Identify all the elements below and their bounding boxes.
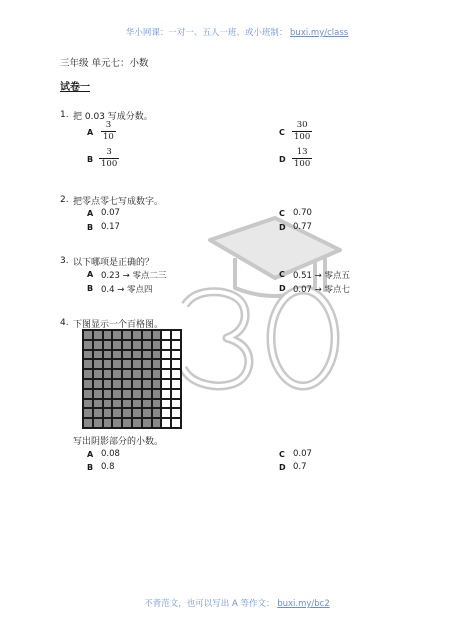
- q1-d-denominator: 100: [294, 159, 311, 169]
- grid-cell-shaded: [132, 379, 142, 389]
- grid-cell-shaded: [112, 330, 122, 340]
- grid-cell-shaded: [103, 359, 113, 369]
- grid-cell: [161, 399, 171, 409]
- unit-subtitle: 三年级 单元七：小数: [60, 58, 149, 69]
- q4-option-a-letter[interactable]: A: [87, 450, 94, 459]
- grid-cell-shaded: [93, 399, 103, 409]
- grid-cell: [161, 369, 171, 379]
- grid-cell-shaded: [132, 389, 142, 399]
- grid-cell: [171, 418, 181, 428]
- page-header: [0, 26, 474, 38]
- grid-cell-shaded: [142, 379, 152, 389]
- grid-cell-shaded: [152, 379, 162, 389]
- grid-cell-shaded: [83, 408, 93, 418]
- grid-cell: [171, 369, 181, 379]
- grid-cell-shaded: [122, 418, 132, 428]
- grid-cell-shaded: [152, 408, 162, 418]
- grid-cell-shaded: [152, 350, 162, 360]
- grid-cell-shaded: [122, 359, 132, 369]
- grid-cell: [171, 408, 181, 418]
- paper-title: 试卷一: [60, 82, 90, 93]
- grid-cell-shaded: [112, 418, 122, 428]
- grid-cell-shaded: [122, 330, 132, 340]
- q4-option-d-value[interactable]: 0.7: [293, 462, 307, 472]
- grid-cell-shaded: [103, 369, 113, 379]
- question-2-number: 2.: [60, 195, 69, 205]
- grid-cell-shaded: [112, 408, 122, 418]
- grid-cell-shaded: [112, 389, 122, 399]
- q4-option-b-value[interactable]: 0.8: [101, 462, 115, 472]
- q1-a-numerator: 3: [105, 120, 112, 130]
- grid-cell-shaded: [132, 408, 142, 418]
- grid-cell-shaded: [112, 359, 122, 369]
- q1-option-c-fraction[interactable]: [292, 120, 312, 143]
- q3-option-c-value[interactable]: 0.51 → 零点五: [293, 271, 350, 281]
- grid-cell: [161, 408, 171, 418]
- grid-cell-shaded: [132, 369, 142, 379]
- grid-cell: [161, 359, 171, 369]
- grid-cell-shaded: [122, 389, 132, 399]
- grid-cell-shaded: [83, 418, 93, 428]
- graduation-cap-30-logo: [165, 200, 365, 400]
- grid-cell-shaded: [93, 379, 103, 389]
- q1-c-denominator: 100: [294, 132, 311, 142]
- q1-option-a-fraction[interactable]: [101, 120, 116, 143]
- grid-cell: [171, 340, 181, 350]
- q2-option-a-letter[interactable]: A: [87, 209, 94, 218]
- q3-option-c-letter[interactable]: C: [279, 270, 285, 279]
- q1-option-d-letter[interactable]: D: [279, 155, 286, 164]
- grid-cell-shaded: [142, 330, 152, 340]
- grid-cell-shaded: [93, 359, 103, 369]
- header-text: 华小网课：一对一、五人一班、或小班制：: [125, 28, 288, 38]
- q4-option-d-letter[interactable]: D: [279, 463, 286, 472]
- q1-c-numerator: 30: [296, 120, 308, 130]
- q2-option-b-letter[interactable]: B: [87, 223, 94, 232]
- question-4-number: 4.: [60, 318, 69, 328]
- grid-cell-shaded: [122, 340, 132, 350]
- question-1-number: 1.: [60, 110, 69, 120]
- q1-b-numerator: 3: [106, 147, 112, 157]
- grid-cell-shaded: [132, 399, 142, 409]
- header-link[interactable]: buxi.my/class: [290, 28, 349, 38]
- grid-cell-shaded: [122, 399, 132, 409]
- q1-option-a-letter[interactable]: A: [87, 128, 94, 137]
- grid-cell: [171, 350, 181, 360]
- grid-cell: [161, 330, 171, 340]
- grid-cell-shaded: [142, 408, 152, 418]
- grid-cell-shaded: [142, 369, 152, 379]
- grid-cell-shaded: [132, 330, 142, 340]
- grid-cell-shaded: [103, 379, 113, 389]
- grid-cell: [171, 389, 181, 399]
- grid-cell-shaded: [83, 340, 93, 350]
- grid-cell-shaded: [103, 399, 113, 409]
- grid-cell-shaded: [132, 418, 142, 428]
- grid-cell-shaded: [142, 359, 152, 369]
- grid-cell: [161, 418, 171, 428]
- footer-text: 不背范文，也可以写出 A 等作文：: [144, 599, 275, 609]
- grid-cell-shaded: [112, 369, 122, 379]
- grid-cell-shaded: [112, 399, 122, 409]
- q1-option-b-letter[interactable]: B: [87, 155, 94, 164]
- q4-option-a-value[interactable]: 0.08: [101, 449, 120, 459]
- grid-cell-shaded: [152, 330, 162, 340]
- q2-option-d-letter[interactable]: D: [279, 223, 286, 232]
- grid-cell-shaded: [83, 369, 93, 379]
- grid-cell: [161, 379, 171, 389]
- q4-option-c-letter[interactable]: C: [279, 450, 285, 459]
- grid-cell-shaded: [103, 408, 113, 418]
- q3-option-b-letter[interactable]: B: [87, 284, 94, 293]
- q2-option-c-letter[interactable]: C: [279, 209, 285, 218]
- grid-cell-shaded: [112, 350, 122, 360]
- grid-cell-shaded: [112, 379, 122, 389]
- grid-cell-shaded: [142, 418, 152, 428]
- grid-cell-shaded: [83, 330, 93, 340]
- grid-cell-shaded: [83, 399, 93, 409]
- grid-cell-shaded: [122, 350, 132, 360]
- q2-option-a-value[interactable]: 0.07: [101, 208, 120, 218]
- grid-cell: [171, 399, 181, 409]
- q1-option-b-fraction[interactable]: [99, 147, 119, 170]
- grid-cell-shaded: [132, 340, 142, 350]
- grid-cell-shaded: [142, 389, 152, 399]
- question-3-number: 3.: [60, 256, 69, 266]
- q1-a-denominator: 10: [103, 132, 114, 142]
- grid-cell-shaded: [152, 389, 162, 399]
- grid-cell-shaded: [142, 399, 152, 409]
- q2-option-d-value[interactable]: 0.77: [293, 222, 312, 232]
- grid-cell-shaded: [132, 359, 142, 369]
- grid-cell-shaded: [83, 389, 93, 399]
- q3-option-d-value[interactable]: 0.07 → 零点七: [293, 285, 350, 295]
- grid-cell-shaded: [152, 369, 162, 379]
- grid-cell-shaded: [142, 340, 152, 350]
- grid-cell-shaded: [132, 350, 142, 360]
- q2-option-b-value[interactable]: 0.17: [101, 222, 120, 232]
- q1-d-numerator: 13: [296, 147, 308, 157]
- q4-option-b-letter[interactable]: B: [87, 463, 94, 472]
- grid-cell-shaded: [122, 379, 132, 389]
- grid-cell-shaded: [103, 330, 113, 340]
- q3-option-d-letter[interactable]: D: [279, 284, 286, 293]
- grid-cell: [171, 359, 181, 369]
- grid-cell-shaded: [93, 350, 103, 360]
- page-footer: [0, 597, 474, 609]
- grid-cell-shaded: [122, 369, 132, 379]
- grid-cell-shaded: [122, 408, 132, 418]
- grid-cell-shaded: [103, 340, 113, 350]
- grid-cell-shaded: [93, 418, 103, 428]
- grid-cell-shaded: [83, 359, 93, 369]
- q3-option-a-value[interactable]: 0.23 → 零点二三: [101, 271, 167, 281]
- grid-cell-shaded: [112, 340, 122, 350]
- grid-cell-shaded: [93, 389, 103, 399]
- question-1-text: 把 0.03 写成分数。: [73, 112, 153, 122]
- grid-cell-shaded: [142, 350, 152, 360]
- grid-cell-shaded: [103, 418, 113, 428]
- grid-cell-shaded: [152, 399, 162, 409]
- grid-cell-shaded: [93, 369, 103, 379]
- grid-cell-shaded: [103, 350, 113, 360]
- grid-cell-shaded: [83, 379, 93, 389]
- question-4-text: 下图显示一个百格图。: [73, 320, 164, 330]
- question-2-text: 把零点零七写成数字。: [73, 197, 164, 207]
- q1-option-c-letter[interactable]: C: [279, 128, 285, 137]
- grid-cell-shaded: [93, 330, 103, 340]
- grid-cell: [161, 340, 171, 350]
- q3-option-a-letter[interactable]: A: [87, 270, 94, 279]
- grid-cell-shaded: [103, 389, 113, 399]
- footer-link[interactable]: buxi.my/bc2: [277, 599, 330, 609]
- q1-b-denominator: 100: [101, 159, 118, 169]
- q3-option-b-value[interactable]: 0.4 → 零点四: [101, 285, 153, 295]
- q2-option-c-value[interactable]: 0.70: [293, 208, 312, 218]
- grid-cell-shaded: [83, 350, 93, 360]
- q4-option-c-value[interactable]: 0.07: [293, 449, 312, 459]
- grid-cell-shaded: [152, 418, 162, 428]
- q1-option-d-fraction[interactable]: [292, 147, 312, 170]
- grid-cell-shaded: [93, 408, 103, 418]
- grid-cell-shaded: [93, 340, 103, 350]
- question-4-subtext: 写出阴影部分的小数。: [73, 437, 164, 447]
- hundred-grid: [82, 329, 182, 429]
- grid-cell: [171, 330, 181, 340]
- grid-cell: [161, 389, 171, 399]
- grid-cell-shaded: [152, 359, 162, 369]
- question-3-text: 以下哪项是正确的？: [73, 258, 155, 268]
- grid-cell-shaded: [152, 340, 162, 350]
- grid-cell: [171, 379, 181, 389]
- grid-cell: [161, 350, 171, 360]
